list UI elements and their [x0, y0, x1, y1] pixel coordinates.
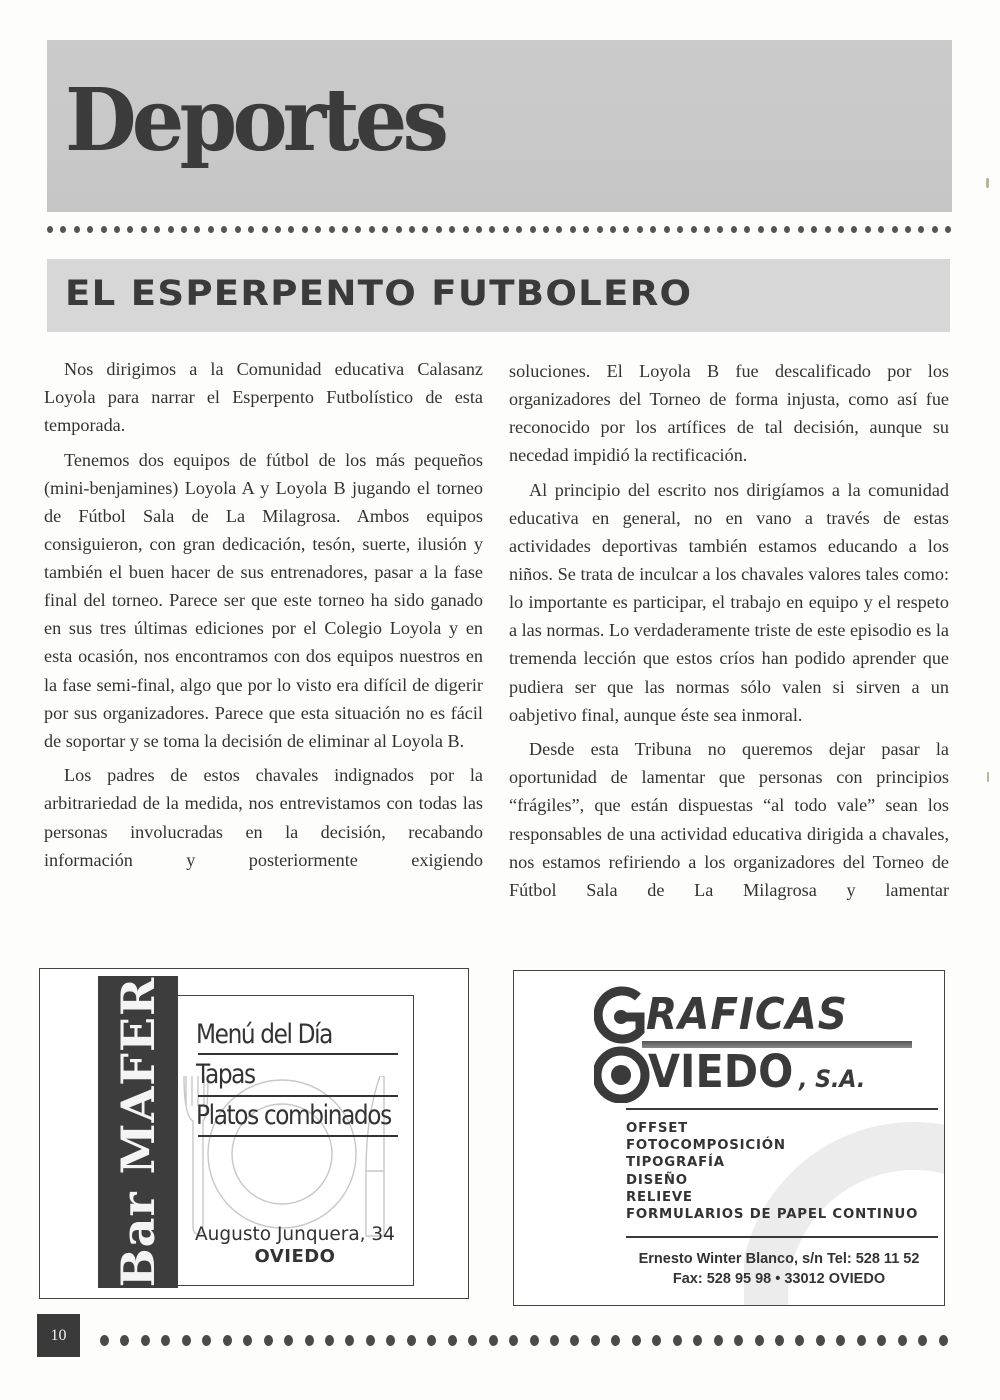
ad-bar-mafer — [39, 968, 469, 1299]
bar-name-strip — [98, 976, 178, 1288]
dot — [386, 1335, 395, 1346]
dot — [664, 226, 670, 233]
dot — [120, 1335, 129, 1346]
dot — [516, 226, 522, 233]
services-list — [626, 1120, 918, 1223]
dot — [877, 1335, 886, 1346]
dot — [288, 226, 294, 233]
dot — [825, 226, 831, 233]
article-column-left — [44, 355, 483, 880]
menu-item: Platos combinados — [196, 1100, 391, 1131]
dot — [127, 226, 133, 233]
article-title: EL ESPERPENTO FUTBOLERO — [65, 274, 693, 314]
dot — [355, 226, 361, 233]
dot — [208, 226, 214, 233]
dot — [610, 226, 616, 233]
dot — [60, 226, 66, 233]
service-item: FOTOCOMPOSICIÓN — [626, 1138, 786, 1154]
dot — [503, 226, 509, 233]
graficas-logo — [594, 983, 914, 1101]
dot — [305, 1335, 314, 1346]
section-banner — [47, 40, 952, 212]
contact-info — [614, 1249, 944, 1289]
dot — [114, 226, 120, 233]
page-number: 10 — [37, 1314, 80, 1357]
bar-address — [176, 1224, 414, 1268]
bar-name: Bar MAFER — [111, 976, 165, 1288]
dot — [248, 226, 254, 233]
dot — [329, 226, 335, 233]
contact-fax-postcode: Fax: 528 95 98 • 33012 OVIEDO — [672, 1271, 886, 1287]
dot — [905, 226, 911, 233]
dot — [315, 226, 321, 233]
dot — [141, 226, 147, 233]
article-paragraph: Los padres de estos chavales indignados por la arbitrariedad de la medida, nos entrevistamos con todas las personas involucradas en la decisión, recabando información y posteriormente exigiendo — [44, 765, 483, 870]
dot — [47, 226, 53, 233]
dot — [436, 226, 442, 233]
dot — [583, 226, 589, 233]
menu-divider — [198, 1135, 398, 1137]
dot — [489, 1335, 498, 1346]
dot — [275, 226, 281, 233]
dot — [798, 226, 804, 233]
article-paragraph: Tenemos dos equipos de fútbol de los más pequeños (mini-benjamines) Loyola A y Loyola B jugando el torneo de Fútbol Sala de La Milagrosa. Ambos equipos consiguieron, con gran dedicación, tesón, suerte, ilusión y también el buen hacer de sus entrenadores, pasar a la fase final del torneo. Parece ser que este torneo ha sido ganado en sus tres últimas ediciones por el Colegio Loyola y en esta ocasión, nos encontramos con dos equipos nuestros en la fase semi-final, algo que por lo visto era difícil de digerir por sus organizadores. Parece que esta situación no es fácil de soportar y se toma la decisión de eliminar al Loyola B. — [44, 449, 483, 751]
ad-graficas-oviedo — [513, 970, 945, 1306]
dot — [755, 1335, 764, 1346]
dot — [918, 1335, 927, 1346]
dot — [731, 226, 737, 233]
dot — [325, 1335, 334, 1346]
dot — [597, 226, 603, 233]
dot — [284, 1335, 293, 1346]
dot — [463, 226, 469, 233]
dot — [865, 226, 871, 233]
dot — [449, 226, 455, 233]
dot — [784, 226, 790, 233]
dot — [811, 226, 817, 233]
dot — [632, 1335, 641, 1346]
menu-item: Menú del Día — [196, 1019, 333, 1050]
scan-mark — [987, 772, 989, 782]
dot — [918, 226, 924, 233]
dot — [141, 1335, 150, 1346]
article-paragraph: Desde esta Tribuna no queremos dejar pasar la oportunidad de lamentar que personas con principios “frágiles”, que están dispuestas “al todo vale” sean los responsables de una actividad educativa dirigida a chavales, nos estamos refiriendo a los organizadores del Torneo de Fútbol Sala de La Milagrosa y lamentar — [509, 739, 949, 900]
dotted-divider-bottom — [100, 1333, 948, 1347]
dot — [409, 226, 415, 233]
dot — [570, 1335, 579, 1346]
dot — [489, 226, 495, 233]
contact-address-phone: Ernesto Winter Blanco, s/n Tel: 528 11 52 — [638, 1251, 920, 1267]
dot — [550, 1335, 559, 1346]
dot — [744, 226, 750, 233]
dot — [182, 1335, 191, 1346]
dot — [181, 226, 187, 233]
dot — [673, 1335, 682, 1346]
dot — [100, 1335, 109, 1346]
dot — [396, 226, 402, 233]
article-paragraph: Al principio del escrito nos dirigíamos a la comunidad educativa en general, no en vano a través de estas actividades deportivas también estamos educando a los niños. Se trata de inculcar a los chavales valores tales como: lo importante es participar, el trabajo en equipo y el respeto a las normas. Lo verdaderamente triste de este episodio es la tremenda lección que estos críos han podido aprender que pudiera ser que las normas sólo valen si sirven a un oabjetivo final, aunque éste sea inmoral. — [509, 479, 949, 725]
divider — [626, 1108, 938, 1110]
article-paragraph: soluciones. El Loyola B fue descalificado por los organizadores del Torneo de forma injusta, como así fue reconocido por los artífices de tal decisión, aunque su necedad impidió la rectificación. — [509, 361, 949, 466]
service-item: FORMULARIOS DE PAPEL CONTINUO — [626, 1207, 919, 1223]
logo-word-raficas: RAFICAS — [646, 989, 848, 1040]
article-column-right — [509, 357, 949, 910]
dot — [202, 1335, 211, 1346]
dot — [302, 226, 308, 233]
article-paragraph: Nos dirigimos a la Comunidad educativa Calasanz Loyola para narrar el Esperpento Futbolístico de esta temporada. — [44, 359, 483, 436]
dot — [775, 1335, 784, 1346]
menu-item: Tapas — [196, 1059, 255, 1090]
dot — [623, 226, 629, 233]
dot — [262, 226, 268, 233]
divider — [626, 1236, 938, 1238]
dot — [691, 226, 697, 233]
dot — [838, 226, 844, 233]
dot — [591, 1335, 600, 1346]
dot — [693, 1335, 702, 1346]
dot — [878, 226, 884, 233]
logo-suffix: , S.A. — [799, 1065, 866, 1093]
bar-menu-panel — [176, 995, 414, 1286]
dot — [945, 226, 951, 233]
dot — [939, 1335, 948, 1346]
dot — [898, 1335, 907, 1346]
dot — [74, 226, 80, 233]
dot — [611, 1335, 620, 1346]
service-item: OFFSET — [626, 1121, 688, 1136]
dot — [530, 1335, 539, 1346]
dot — [816, 1335, 825, 1346]
scan-mark — [986, 178, 989, 188]
dot — [677, 226, 683, 233]
dot — [448, 1335, 457, 1346]
dot — [509, 1335, 518, 1346]
dot — [369, 226, 375, 233]
dot — [342, 226, 348, 233]
dot — [243, 1335, 252, 1346]
dot — [734, 1335, 743, 1346]
article-title-banner — [47, 259, 950, 332]
dot — [543, 226, 549, 233]
dotted-divider-top — [47, 224, 952, 234]
dot — [235, 226, 241, 233]
dot — [556, 226, 562, 233]
dot — [650, 226, 656, 233]
bar-menu-list — [196, 1016, 396, 1137]
dot — [87, 226, 93, 233]
dot — [223, 1335, 232, 1346]
dot — [422, 226, 428, 233]
dot — [407, 1335, 416, 1346]
dot — [714, 1335, 723, 1346]
dot — [652, 1335, 661, 1346]
dot — [168, 226, 174, 233]
dot — [717, 226, 723, 233]
dot — [154, 226, 160, 233]
dot — [366, 1335, 375, 1346]
dot — [194, 226, 200, 233]
dot — [836, 1335, 845, 1346]
dot — [932, 226, 938, 233]
bar-street: Augusto Junquera, 34 — [195, 1224, 395, 1245]
dot — [857, 1335, 866, 1346]
logo-word-viedo: VIEDO — [648, 1045, 794, 1098]
service-item: DISEÑO — [626, 1172, 688, 1188]
dot — [382, 226, 388, 233]
dot — [221, 226, 227, 233]
dot — [795, 1335, 804, 1346]
section-title: Deportes — [65, 70, 445, 171]
dot — [892, 226, 898, 233]
dot — [530, 226, 536, 233]
dot — [637, 226, 643, 233]
dot — [345, 1335, 354, 1346]
service-item: TIPOGRAFÍA — [626, 1155, 725, 1171]
dot — [851, 226, 857, 233]
service-item: RELIEVE — [626, 1189, 693, 1205]
dot — [570, 226, 576, 233]
dot — [101, 226, 107, 233]
dot — [161, 1335, 170, 1346]
bar-city: OVIEDO — [254, 1246, 336, 1267]
dot — [476, 226, 482, 233]
dot — [758, 226, 764, 233]
dot — [704, 226, 710, 233]
dot — [264, 1335, 273, 1346]
dot — [427, 1335, 436, 1346]
dot — [771, 226, 777, 233]
dot — [468, 1335, 477, 1346]
